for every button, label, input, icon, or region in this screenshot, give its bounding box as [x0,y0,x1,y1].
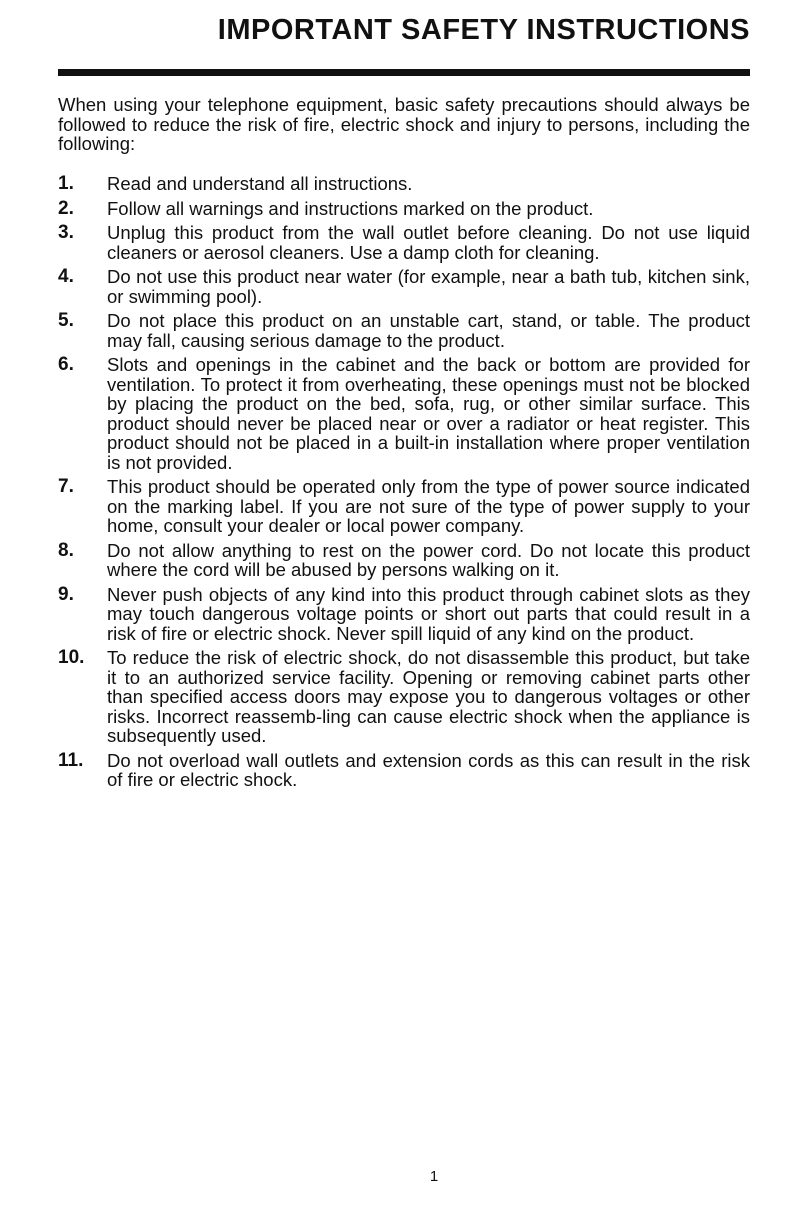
instruction-text: Unplug this product from the wall outlet before cleaning. Do not use liquid cleaners or aerosol cleaners. Use a damp cloth for cleaning. [107,222,750,263]
instruction-number: 2. [58,197,74,219]
title-rule [58,69,750,76]
instruction-number: 6. [58,354,74,375]
instruction-item-2 [58,199,750,219]
instruction-item-7 [58,477,750,536]
instruction-item-3 [58,223,750,262]
instruction-text: Do not overload wall outlets and extension cords as this can result in the risk of fire or electric shock. [107,749,750,790]
instruction-number: 11. [58,749,84,771]
instruction-text: Do not place this product on an unstable cart, stand, or table. The product may fall, causing serious damage to the product. [107,310,750,351]
instruction-text: Do not use this product near water (for example, near a bath tub, kitchen sink, or swimming pool). [107,266,750,307]
instruction-list [58,174,750,795]
instruction-number: 4. [58,266,74,287]
instruction-number: 7. [58,476,74,497]
instruction-text: Slots and openings in the cabinet and the back or bottom are provided for ventilation. To protect it from overheating, these openings must not be blocked by placing the product on the bed, sofa, rug, or other similar surface. This product should never be placed near or over a radiator or heat register. This product should not be placed in a built-in installation where proper ventilation is not provided. [107,354,750,473]
instruction-number: 3. [58,222,74,243]
instruction-item-9 [58,585,750,644]
instruction-text: Never push objects of any kind into this product through cabinet slots as they may touch dangerous voltage points or short out parts that could result in a risk of fire or electric shock. Never spill liquid of any kind on the product. [107,583,750,644]
instruction-item-5 [58,311,750,350]
instruction-number: 8. [58,539,74,561]
intro-paragraph: When using your telephone equipment, basic safety precautions should always be followed to reduce the risk of fire, electric shock and injury to persons, including the following: [58,94,750,154]
instruction-item-1 [58,174,750,194]
instruction-text: Follow all warnings and instructions marked on the product. [107,197,594,219]
instruction-item-6 [58,355,750,472]
instruction-number: 10. [58,647,85,668]
instruction-text: Read and understand all instructions. [107,173,413,194]
instruction-number: 5. [58,310,74,331]
instruction-text: This product should be operated only from the type of power source indicated on the marking label. If you are not sure of the type of power supply to your home, consult your dealer or local power company. [107,476,750,536]
page-title: IMPORTANT SAFETY INSTRUCTIONS [217,14,750,46]
instruction-item-4 [58,267,750,306]
instruction-number: 9. [58,583,74,605]
page-number: 1 [429,1168,439,1185]
instruction-item-8 [58,541,750,580]
instruction-item-11 [58,751,750,790]
instruction-number: 1. [58,173,74,194]
instruction-text: To reduce the risk of electric shock, do not disassemble this product, but take it to an authorized service facility. Opening or removing cabinet parts other than specified access doors may expose you to dangerous voltages or other risks. Incorrect reassemb-ling can cause electric shock when the appliance is subsequently used. [107,647,750,746]
instruction-text: Do not allow anything to rest on the power cord. Do not locate this product where the cord will be abused by persons walking on it. [107,539,750,580]
instruction-item-10 [58,648,750,746]
